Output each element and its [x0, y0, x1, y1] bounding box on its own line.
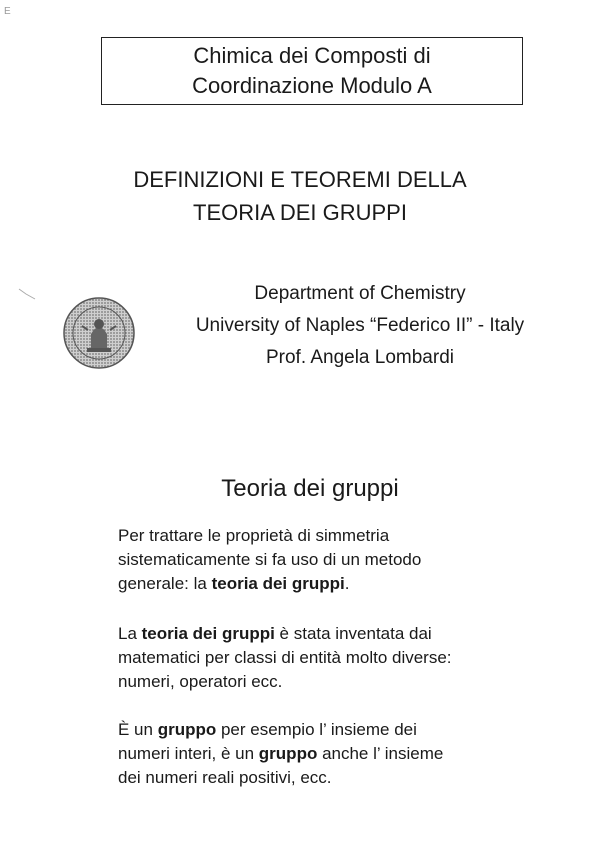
text-span: La [118, 624, 142, 643]
text-span: numeri interi, è un [118, 744, 259, 763]
paragraph-1-line-1: Per trattare le proprietà di simmetria [118, 526, 390, 545]
paragraph-3-line-1 [118, 718, 578, 742]
affiliation-block [100, 278, 600, 374]
paragraph-2-line-2: matematici per classi di entità molto diverse: [118, 648, 452, 667]
lecture-subtitle [0, 163, 600, 229]
text-span: È un [118, 720, 158, 739]
bold-term: teoria dei gruppi [141, 624, 275, 643]
bold-term: gruppo [258, 744, 318, 763]
paragraph-2-line-3: numeri, operatori ecc. [118, 672, 283, 691]
scan-corner-mark: E [4, 6, 11, 17]
paragraph-1-line-3 [118, 572, 578, 596]
text-span: è stata inventata dai [274, 624, 432, 643]
course-title-line-1: Chimica dei Composti di [193, 43, 431, 68]
bold-term: teoria dei gruppi [211, 574, 345, 593]
paragraph-1 [118, 524, 578, 596]
text-span: anche l’ insieme [317, 744, 444, 763]
course-title-box [101, 37, 523, 105]
text-span: . [344, 574, 350, 593]
text-span: per esempio l’ insieme dei [216, 720, 417, 739]
department-name: Department of Chemistry [254, 283, 466, 304]
paragraph-2 [118, 622, 578, 694]
university-name: University of Naples “Federico II” - Italy [195, 315, 525, 336]
paragraph-3 [118, 718, 578, 790]
lecture-subtitle-line-2: TEORIA DEI GRUPPI [193, 200, 407, 225]
course-title-line-2: Coordinazione Modulo A [192, 73, 432, 98]
scan-artifact-icon [18, 288, 36, 300]
professor-name: Prof. Angela Lombardi [265, 347, 454, 368]
paragraph-1-line-2: sistematicamente si fa uso di un metodo [118, 550, 422, 569]
section-title: Teoria dei gruppi [221, 475, 399, 502]
bold-term: gruppo [157, 720, 217, 739]
text-span: generale: la [118, 574, 212, 593]
paragraph-2-line-1 [118, 622, 578, 646]
paragraph-3-line-2 [118, 742, 578, 766]
lecture-subtitle-line-1: DEFINIZIONI E TEOREMI DELLA [133, 167, 467, 192]
paragraph-3-line-3: dei numeri reali positivi, ecc. [118, 768, 332, 787]
